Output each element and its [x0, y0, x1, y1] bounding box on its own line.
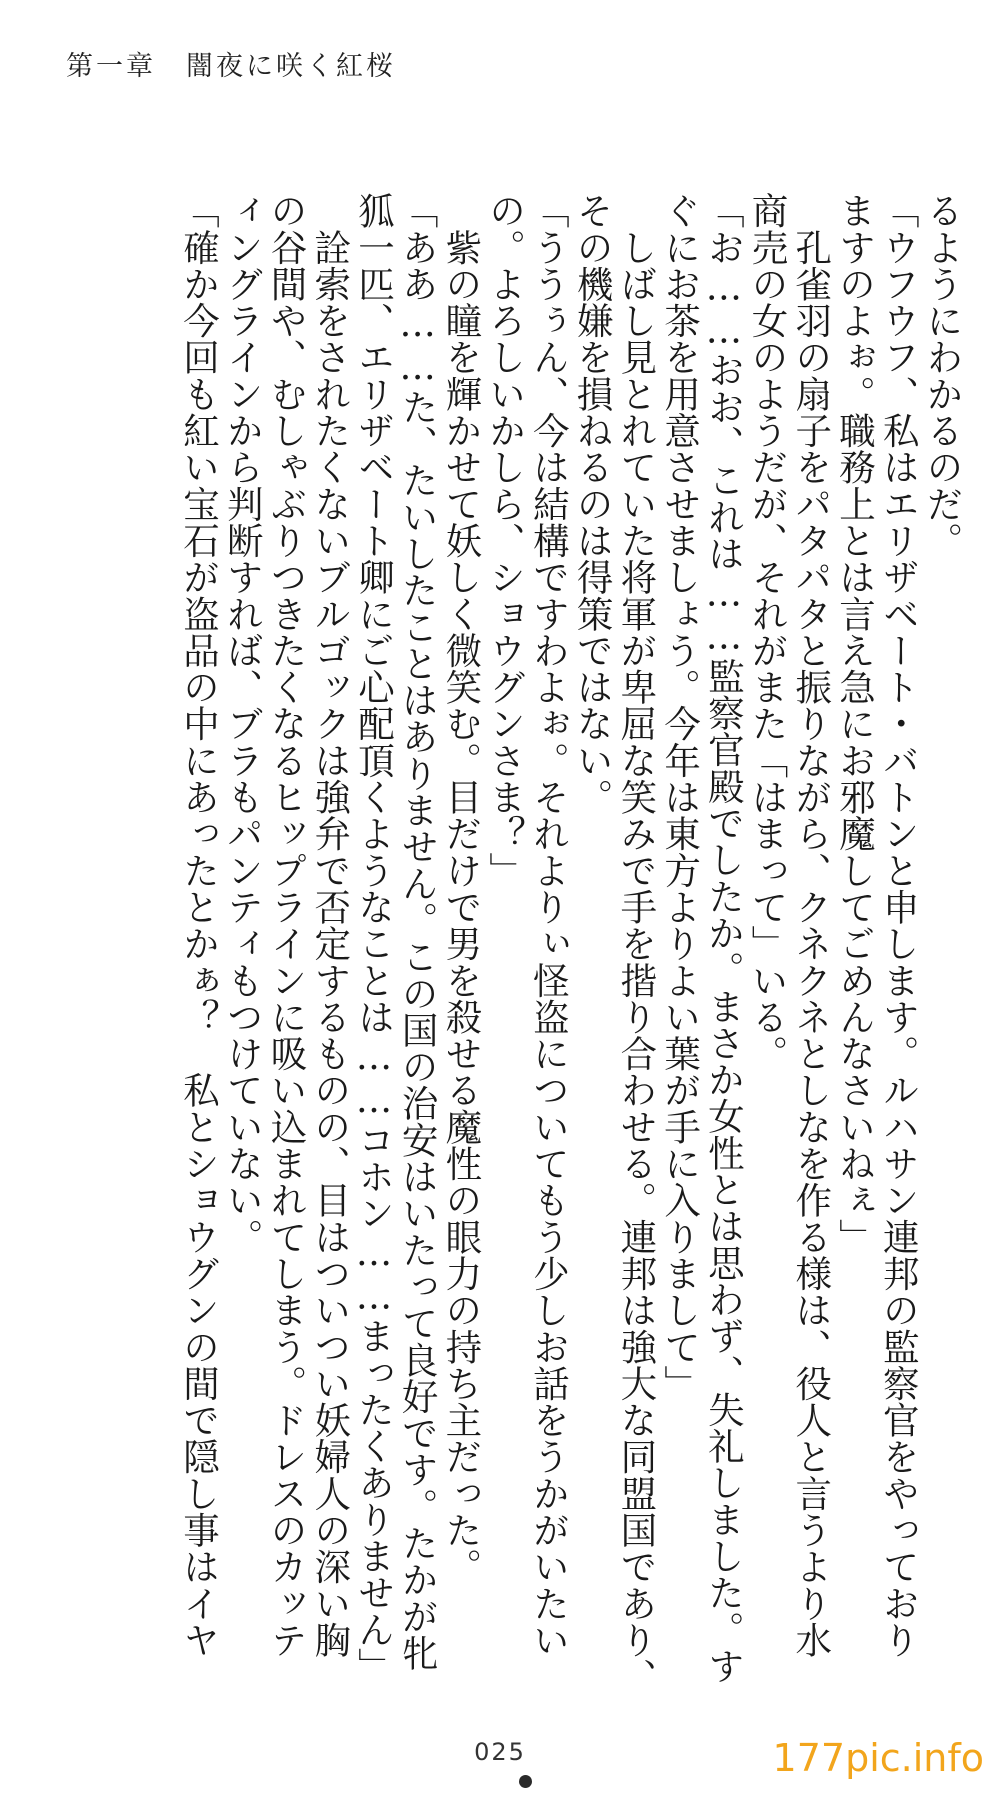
text-line: 「確か今回も紅い宝石が盗品の中にあったとかぁ？ 私とショウグンの間で隠し事はイヤ [177, 192, 221, 1658]
text-line: ィングラインから判断すれば、ブラもパンティもつけていない。 [221, 192, 265, 1255]
text-line: 「ああ……た、たいしたことはありません。この国の治安はいたって良好です。たかが牝 [396, 192, 440, 1671]
text-line: 詮索をされたくないブルゴックは強弁で否定するものの、目はついつい妖婦人の深い胸 [308, 192, 352, 1658]
text-line: ますのよぉ。職務上とは言え急にお邪魔してごめんなさいねぇ」 [833, 192, 877, 1255]
watermark: 177pic.info [763, 1728, 994, 1788]
text-line: 紫の瞳を輝かせて妖しく微笑む。目だけで男を殺せる魔性の眼力の持ち主だった。 [439, 192, 483, 1585]
text-line: 「ううぅん、今は結構ですわよぉ。それよりぃ怪盗についてもう少しお話をうかがいたい [527, 192, 571, 1658]
text-line: の谷間や、むしゃぶりつきたくなるヒップラインに吸い込まれてしまう。ドレスのカッテ [264, 192, 308, 1658]
text-line: しばし見とれていた将軍が卑屈な笑みで手を揩り合わせる。連邦は強大な同盟国であり、 [614, 192, 658, 1695]
text-line: 「ウフウフ、私はエリザベート・バトンと申します。ルハサン連邦の監察官をやっており [877, 192, 921, 1658]
chapter-running-header: 第一章 闇夜に咲く紅桜 [66, 51, 396, 82]
text-line: 狐一匹、エリザベート卿にご心配頂くようなことは……コホン……まったくありません」 [352, 192, 396, 1684]
text-line: その機嫌を損ねるのは得策ではない。 [571, 192, 615, 816]
text-line: 孔雀羽の扇子をパタパタと振りながら、クネクネとしなを作る様は、役人と言うより水 [789, 192, 833, 1658]
vertical-text-body [177, 192, 964, 1695]
text-line: 商売の女のようだが、それがまた「はまって」いる。 [746, 192, 790, 1072]
text-line: 「お……おお、これは……監察官殿でしたか。まさか女性とは思わず、失礼しました。す [702, 192, 746, 1684]
text-line: の。よろしいかしら、ショウグンさま？」 [483, 192, 527, 889]
text-line: ぐにお茶を用意させましょう。今年は東方よりよい葉が手に入りまして」 [658, 192, 702, 1402]
page-marker-dot-icon [519, 1775, 532, 1788]
text-line: るようにわかるのだ。 [920, 192, 964, 559]
page-number: 025 [474, 1738, 526, 1766]
